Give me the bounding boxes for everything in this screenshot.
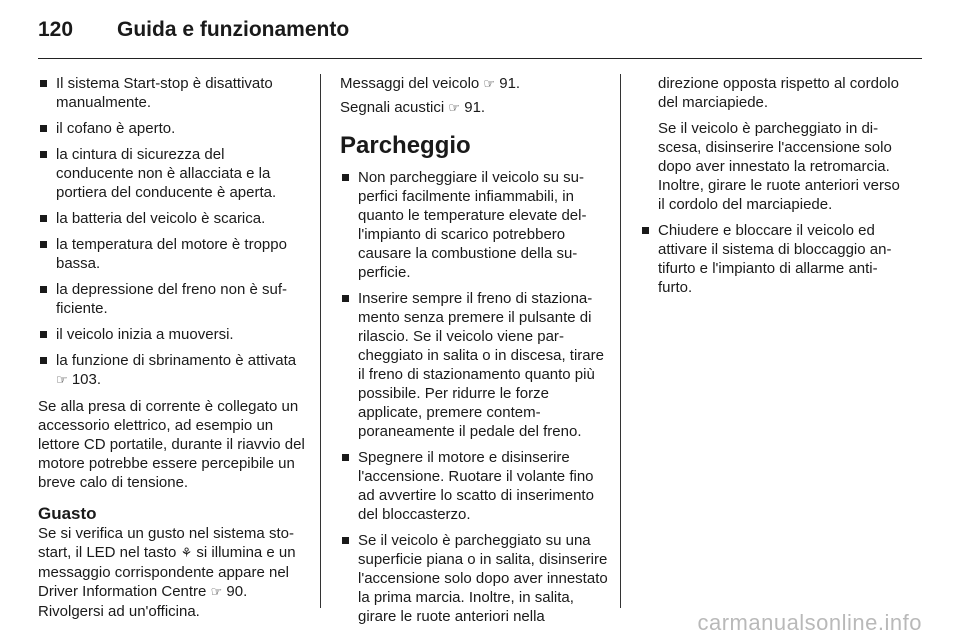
list-item: il veicolo inizia a muoversi. (38, 325, 306, 344)
page-reference[interactable] (483, 75, 520, 92)
column-divider-1 (320, 74, 321, 608)
cross-reference-text: Messaggi del veicolo (340, 75, 480, 92)
column-divider-2 (620, 74, 621, 608)
reference-page: 90. (226, 583, 248, 600)
reference-arrow-icon: ☞ (483, 77, 496, 92)
section-heading-parcheggio: Parcheggio (340, 132, 471, 159)
cross-reference-line (340, 98, 608, 118)
reference-arrow-icon: ☞ (56, 373, 68, 388)
list-item: Chiudere e bloccare il veicolo ed attivare il sistema di bloccaggio antifurto e l'impianto di allarme antifurto. (640, 221, 902, 297)
reference-page: 91. (499, 75, 521, 92)
watermark: carmanualsonline.info (697, 610, 922, 635)
reference-arrow-icon: ☞ (448, 101, 461, 116)
guasto-text: si illumina e un messaggio corrispondente appare nel Driver Information Centre (38, 544, 296, 600)
list-item: la depressione del freno non è sufficiente. (38, 280, 306, 318)
guasto-text: Se si verifica un gusto nel sistema sto-start, il LED nel tasto (38, 525, 294, 561)
column-1 (38, 74, 306, 628)
list-item: la cintura di sicurezza del conducente non è allacciata e la portiera del conducente è aperta. (38, 145, 306, 202)
cross-reference-line (340, 74, 608, 94)
list-item: la temperatura del motore è troppo bassa. (38, 235, 306, 273)
page-number: 120 (38, 18, 74, 41)
header-divider (38, 58, 922, 59)
list-item: Se il veicolo è parcheggiato su una superficie piana o in salita, disinserire l'accensione solo dopo aver innestato la prima marcia. Inoltre, in salita, girare le ruote anteriori nella (340, 531, 608, 626)
guasto-text: Rivolgersi ad un'officina. (38, 603, 200, 620)
page-header (0, 0, 960, 62)
list-item: Inserire sempre il freno di stazionamento senza premere il pulsante di rilascio. Se il veicolo viene parcheggiato in salita o in discesa, tirare il freno di stazionamento quanto più possibile. Per ridurre le forze applicate, premere contemporaneamente il pedale del freno. (340, 289, 608, 441)
start-stop-icon: ⚘ (180, 546, 193, 561)
guasto-paragraph (38, 524, 306, 621)
list-item: Spegnere il motore e disinserire l'accensione. Ruotare il volante fino ad avvertire lo scatto di inserimento del bloccasterzo. (340, 448, 608, 524)
section-heading-guasto: Guasto (38, 504, 97, 523)
cross-reference-text: Segnali acustici (340, 99, 445, 116)
reference-page: 91. (464, 99, 486, 116)
column-3 (640, 74, 902, 304)
body-paragraph: Se alla presa di corrente è collegato un accessorio elettrico, ad esempio un lettore CD portatile, durante il riavvio del motore potrebbe essere percepibile un breve calo di tensione. (38, 398, 305, 491)
continuation-paragraph: Se il veicolo è parcheggiato in discesa, disinserire l'accensione solo dopo aver innestato la retromarcia. Inoltre, girare le ruote anteriori verso il cordolo del marciapiede. (658, 120, 900, 213)
list-item-text: la funzione di sbrinamento è attivata (56, 352, 297, 369)
page-reference[interactable] (448, 99, 485, 116)
list-item: il cofano è aperto. (38, 119, 306, 138)
list-item: la batteria del veicolo è scarica. (38, 209, 306, 228)
reference-page: 103. (71, 371, 102, 388)
page-reference[interactable] (56, 371, 101, 388)
page-reference[interactable] (211, 583, 248, 600)
page-title: Guida e funzionamento (117, 18, 350, 41)
list-item (38, 351, 306, 390)
reference-arrow-icon: ☞ (210, 585, 223, 600)
continuation-paragraph: direzione opposta rispetto al cordolo del marciapiede. (658, 75, 899, 111)
list-item: Non parcheggiare il veicolo su superfici facilmente infiammabili, in quanto le temperature elevate dell'impianto di scarico potrebbero causare la combustione della superficie. (340, 168, 608, 282)
list-item: Il sistema Start-stop è disattivato manualmente. (38, 74, 306, 112)
column-2 (340, 74, 608, 633)
